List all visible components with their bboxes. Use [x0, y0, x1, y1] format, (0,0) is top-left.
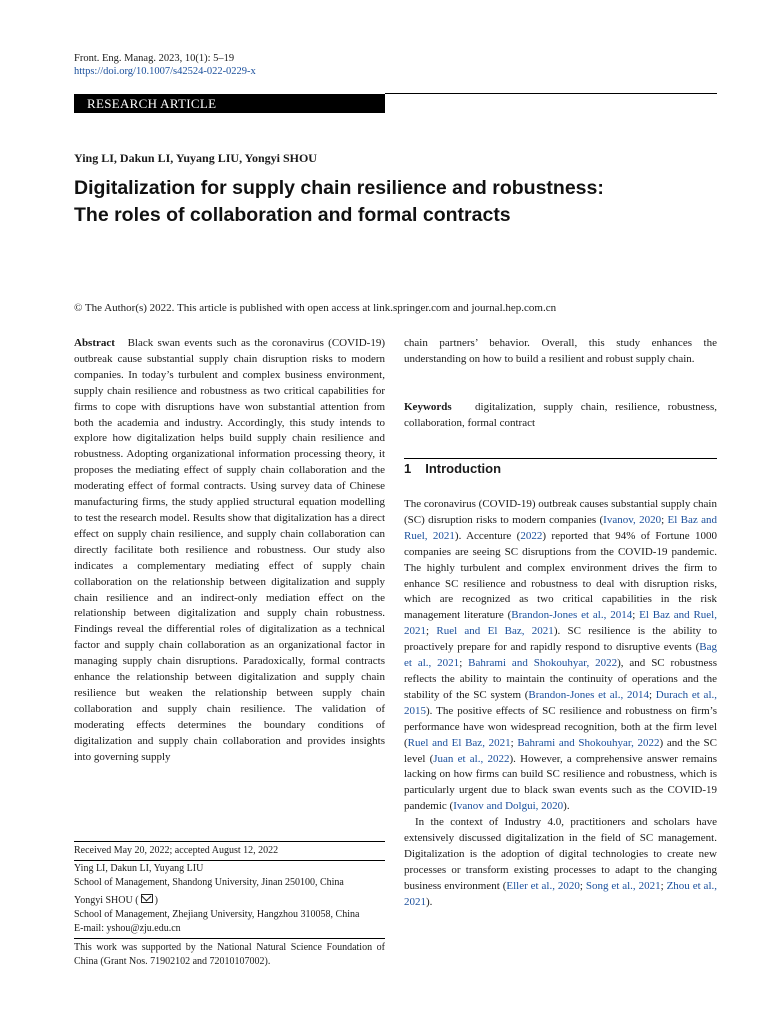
affiliation-1-names: Ying LI, Dakun LI, Yuyang LIU	[74, 863, 204, 874]
citation-link[interactable]: El Baz and Ruel, 2021	[404, 609, 717, 638]
citation-link[interactable]: Ruel and El Baz, 2021	[436, 625, 554, 638]
funding-note: This work was supported by the National Natural Science Foundation of China (Grant Nos. 71902102 and 72010107002).	[74, 942, 385, 967]
intro-paragraph-1: The coronavirus (COVID-19) outbreak causes substantial supply chain (SC) disruption risks to modern companies (Ivanov, 2020; El Baz and Ruel, 2021). Accenture (2022) reported that 94% of Fortune 1000 companies are seeing SC disruptions from the COVID-19 pandemic. The highly turbulent and complex environment drives the firm to enhance SC resilience and robustness to deal with disruption risks, which are recognized as two critical capabilities in the risk management literature (Brandon-Jones et al., 2014; El Baz and Ruel, 2021; Ruel and El Baz, 2021). SC resilience is the ability to proactively prepare for and rapidly respond to disruptive events (Bag et al., 2021; Bahrami and Shokouhyar, 2022), and SC robustness reflects the ability to maintain the continuity of operations and the stability of the SC system (Brandon-Jones et al., 2014; Durach et al., 2015). The positive effects of SC resilience and robustness on firm’s performance have won widespread recognition, both at the firm level (Ruel and El Baz, 2021; Bahrami and Shokouhyar, 2022) and the SC level (Juan et al., 2022). However, a comprehensive answer remains lacking on how firms can build SC resilience and robustness, which is particularly urgent due to black swan events such as the COVID-19 pandemic (Ivanov and Dolgui, 2020).	[404, 498, 718, 813]
doi-link[interactable]: https://doi.org/10.1007/s42524-022-0229-x	[74, 66, 256, 77]
citation-link[interactable]: Bahrami and Shokouhyar, 2022	[468, 657, 618, 670]
introduction-body	[404, 497, 717, 977]
copyright-notice: © The Author(s) 2022. This article is published with open access at link.springer.com and journal.hep.com.cn	[74, 302, 557, 314]
affiliation-2: Yongyi SHOU ( ) School of Management, Zhejiang University, Hangzhou 310058, China E-mail: yshou@zju.edu.cn	[74, 894, 385, 936]
received-dates: Received May 20, 2022; accepted August 12, 2022	[74, 845, 279, 856]
citation-link[interactable]: Bahrami and Shokouhyar, 2022	[517, 736, 660, 749]
footnote-rule	[74, 938, 385, 939]
intro-paragraph-2: In the context of Industry 4.0, practitioners and scholars have extensively discussed digitalization in the field of SC management. Digitalization is the adoption of digital technologies to create new processes or transform existing processes to adapt to the changing business environment (Eller et al., 2020; Song et al., 2021; Zhou et al., 2021).	[404, 816, 717, 908]
abstract-text: Black swan events such as the coronavirus (COVID-19) outbreak cause substantial supply chain disruption risks to modern companies. In today’s turbulent and complex business environment, supply chain resilience and robustness as two critical capabilities for firms to cope with disruptions have won substantial attention from both the academia and industry. Accordingly, this study intends to explore how digitalization helps build supply chain resilience and robustness. Adopting organizational information processing theory, it proposes the mediating effect of supply chain collaboration and the moderating effect of formal contracts. Using survey data of Chinese manufacturing firms, the study applied structural equation modelling to test the research model. Results show that digitalization has a direct effect on supply chain resilience, and supply chain collaboration can directly facilitate both resilience and robustness. Our study also indicates a complementary mediating effect of supply chain collaboration on the relationship between digitalization and supply chain resilience and an indirect-only mediation effect on the relationship between digitalization and supply chain robustness. Findings reveal the differential roles of digitalization as a technical factor and supply chain collaboration as an organizational factor in managing supply chain disruptions. Paradoxically, formal contracts enhance the relationship between digitalization and supply chain resilience but weaken the relationship between supply chain collaboration and supply chain resilience. The validation of moderating effects determines the boundary conditions of digitalization and supply chain collaboration and provides insights into governing supply	[74, 337, 385, 763]
journal-citation: Front. Eng. Manag. 2023, 10(1): 5–19	[74, 53, 235, 64]
section-number: 1	[404, 461, 412, 476]
article-title	[74, 175, 724, 229]
envelope-icon	[141, 894, 153, 903]
abstract-label: Abstract	[74, 337, 115, 349]
citation-link[interactable]: Juan et al., 2022	[433, 752, 510, 765]
affiliation-1-text: School of Management, Shandong University, Jinan 250100, China	[74, 877, 344, 888]
citation-link[interactable]: Bag et al., 2021	[404, 641, 717, 670]
abstract-continued-text: chain partners’ behavior. Overall, this study enhances the understanding on how to build a resilient and robust supply chain.	[404, 337, 717, 365]
corresponding-email: E-mail: yshou@zju.edu.cn	[74, 923, 181, 934]
affiliation-1	[74, 862, 385, 890]
citation-link[interactable]: Eller et al., 2020	[506, 879, 580, 892]
citation-link[interactable]: Zhou et al., 2021	[404, 879, 717, 908]
citation-link[interactable]: Ruel and El Baz, 2021	[407, 736, 511, 749]
footnote-rule	[74, 860, 385, 861]
section-title: Introduction	[425, 461, 502, 476]
citation-link[interactable]: Song et al., 2021	[585, 879, 661, 892]
keywords	[404, 400, 717, 432]
citation-link[interactable]: Brandon-Jones et al., 2014	[528, 688, 649, 701]
citation-link[interactable]: El Baz and Ruel, 2021	[404, 513, 717, 542]
citation-link[interactable]: Ivanov and Dolgui, 2020	[453, 800, 564, 813]
abstract-continued	[404, 336, 717, 368]
citation-link[interactable]: 2022	[520, 529, 543, 542]
affiliation-2-text: School of Management, Zhejiang University, Hangzhou 310058, China	[74, 909, 360, 920]
journal-header	[74, 52, 256, 78]
title-line-1: Digitalization for supply chain resilience and robustness:	[74, 177, 604, 199]
section-heading	[404, 461, 501, 476]
title-line-2: The roles of collaboration and formal contracts	[74, 204, 511, 226]
header-rule	[385, 93, 717, 94]
citation-link[interactable]: Ivanov, 2020	[603, 513, 662, 526]
keywords-text: digitalization, supply chain, resilience, robustness, collaboration, formal contract	[404, 401, 717, 429]
section-rule	[404, 458, 717, 459]
citation-link[interactable]: Durach et al., 2015	[404, 688, 717, 717]
keywords-label: Keywords	[404, 401, 452, 413]
article-type-banner	[74, 94, 385, 113]
author-list: Ying LI, Dakun LI, Yuyang LIU, Yongyi SHOU	[74, 151, 317, 165]
citation-link[interactable]: Brandon-Jones et al., 2014	[511, 609, 633, 622]
affiliation-2-name: Yongyi SHOU	[74, 895, 133, 906]
footnote-rule	[74, 841, 385, 842]
article-type-label: RESEARCH ARTICLE	[87, 96, 217, 111]
abstract	[74, 336, 385, 765]
